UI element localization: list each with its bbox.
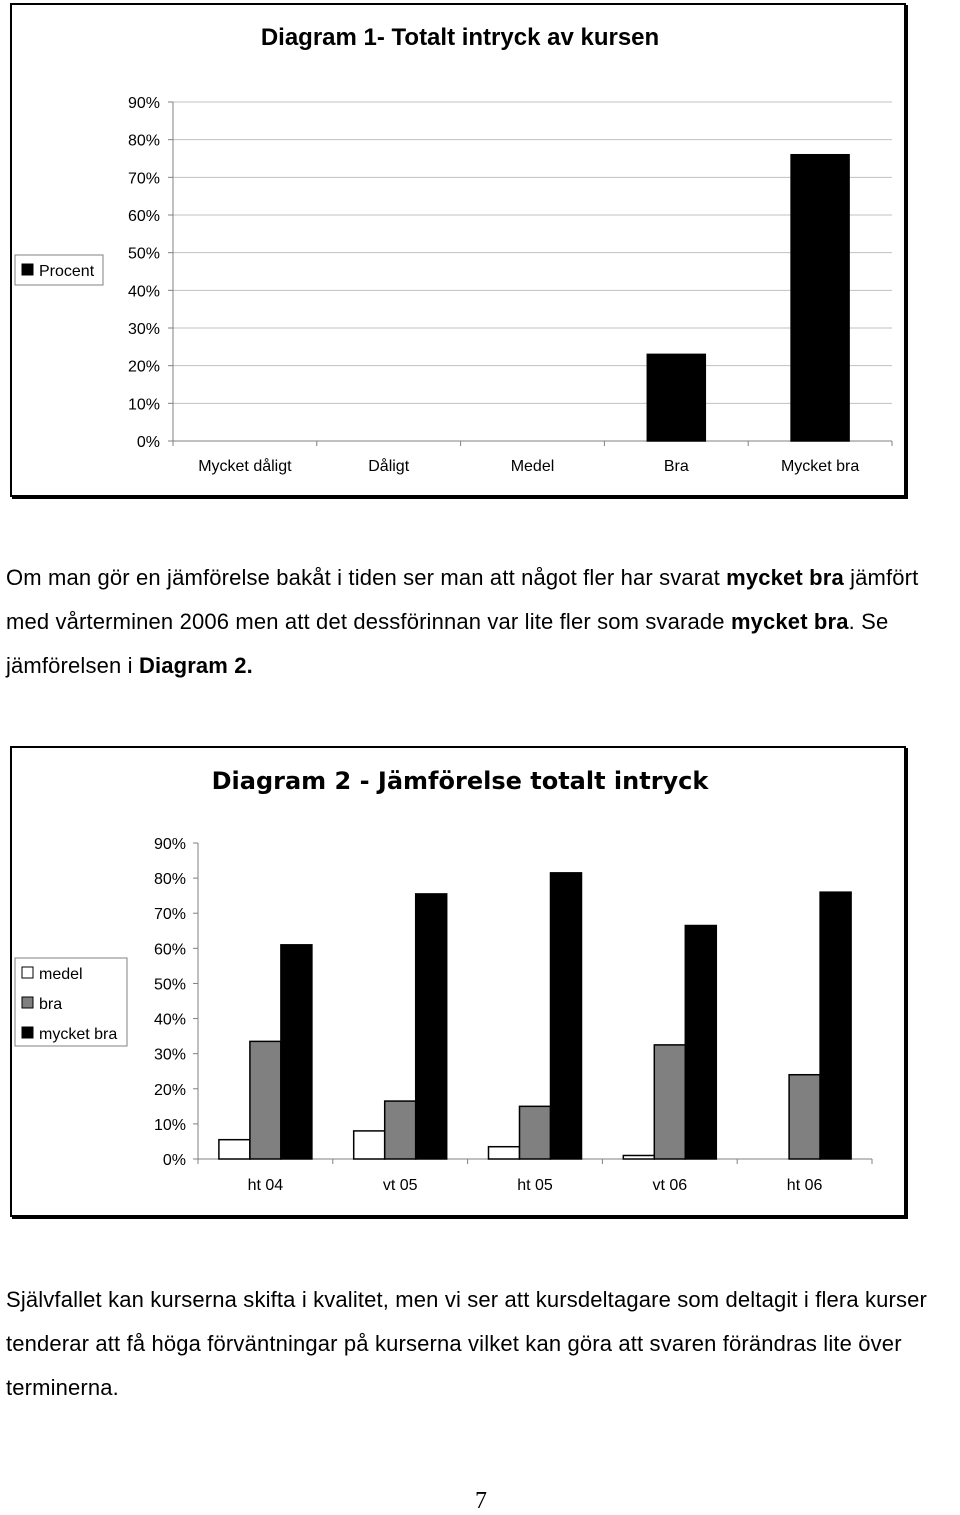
y-tick-label: 10% [127, 396, 160, 414]
y-tick-label: 40% [127, 283, 160, 301]
y-tick-label: 90% [127, 95, 160, 112]
legend-label-medel: medel [39, 966, 83, 983]
diagram-1-legend [15, 255, 103, 285]
para1-bold-diagram-2: Diagram 2 [138, 653, 247, 678]
diagram-2-svg [12, 748, 908, 1219]
x-tick-label: ht 04 [247, 1177, 284, 1194]
para1-bold-mycket-bra-2: mycket bra [730, 609, 849, 634]
x-tick-label: Bra [663, 458, 689, 475]
legend-swatch-mycket-bra [22, 1027, 33, 1038]
para1-bold-mycket-bra-1: mycket bra [726, 565, 844, 590]
x-tick-label: ht 06 [786, 1177, 823, 1194]
diagram-2-plot [154, 836, 872, 1194]
y-tick-label: 0% [136, 434, 160, 451]
bar-mycket-bra [820, 892, 851, 1159]
para1-text-e: . Se jämförelsen i [6, 609, 889, 678]
x-tick-label: Mycket bra [780, 458, 860, 475]
y-tick-label: 80% [127, 132, 160, 150]
paragraph-conclusion: Självfallet kan kurserna skifta i kvalitet, men vi ser att kursdeltagare som deltagit i flera kurser tenderar att få höga förväntningar på kurserna vilket kan göra att svaren förändras lite över terminerna. [6, 1287, 928, 1400]
y-tick-label: 80% [153, 871, 186, 889]
paragraph-comparison [6, 556, 958, 688]
bar-medel [354, 1131, 385, 1159]
para1-period: . [246, 653, 253, 678]
y-tick-label: 60% [153, 941, 186, 959]
legend-swatch-medel [22, 967, 33, 978]
y-tick-label: 10% [153, 1116, 186, 1134]
x-tick-label: Mycket dåligt [198, 458, 292, 475]
bar-mycket-bra [281, 945, 312, 1159]
bar-procent [791, 155, 849, 441]
bar-procent [647, 354, 705, 441]
y-tick-label: 40% [153, 1011, 186, 1029]
diagram-1-plot [128, 95, 892, 475]
y-tick-label: 30% [127, 321, 160, 338]
para1-text-c: jämfört med vårterminen 2006 men att det dessförinnan var lite fler som svarade [6, 565, 919, 634]
y-tick-label: 70% [127, 170, 160, 188]
y-tick-label: 20% [127, 358, 160, 376]
legend-swatch-bra [22, 997, 33, 1008]
y-tick-label: 20% [153, 1081, 186, 1099]
y-tick-label: 90% [153, 836, 186, 853]
bar-mycket-bra [685, 926, 716, 1159]
y-tick-label: 50% [153, 976, 186, 994]
diagram-2-title: Diagram 2 - Jämförelse totalt intryck [211, 767, 709, 795]
x-tick-label: vt 06 [652, 1177, 688, 1194]
diagram-1-title: Diagram 1- Totalt intryck av kursen [260, 24, 660, 51]
page-number: 7 [475, 1488, 487, 1514]
bar-bra [250, 1041, 281, 1159]
y-tick-label: 70% [153, 906, 186, 924]
x-tick-label: Dåligt [368, 458, 410, 475]
bar-mycket-bra [416, 894, 447, 1159]
bar-mycket-bra [551, 873, 582, 1159]
x-tick-label: ht 05 [517, 1177, 553, 1194]
bar-bra [385, 1101, 416, 1159]
para1-text-a: Om man gör en jämförelse bakåt i tiden ser man att något fler har svarat [6, 565, 727, 590]
x-tick-label: vt 05 [382, 1177, 418, 1194]
y-tick-label: 60% [127, 208, 160, 225]
y-tick-label: 50% [127, 245, 160, 263]
legend-label-procent: Procent [39, 263, 95, 280]
diagram-2-chart [10, 746, 906, 1217]
diagram-1-chart [10, 3, 906, 497]
legend-label-bra: bra [39, 996, 63, 1013]
bar-bra [789, 1075, 820, 1159]
bar-bra [654, 1045, 685, 1159]
bar-medel [219, 1140, 250, 1159]
y-tick-label: 30% [153, 1046, 186, 1064]
bar-bra [520, 1106, 551, 1159]
y-tick-label: 0% [162, 1152, 186, 1169]
bar-medel [623, 1155, 654, 1159]
diagram-1-svg [12, 5, 908, 499]
diagram-2-legend [15, 958, 127, 1046]
legend-swatch-procent [22, 264, 33, 275]
bar-medel [489, 1147, 520, 1159]
x-tick-label: Medel [510, 458, 555, 475]
legend-label-mycket-bra: mycket bra [39, 1026, 118, 1043]
